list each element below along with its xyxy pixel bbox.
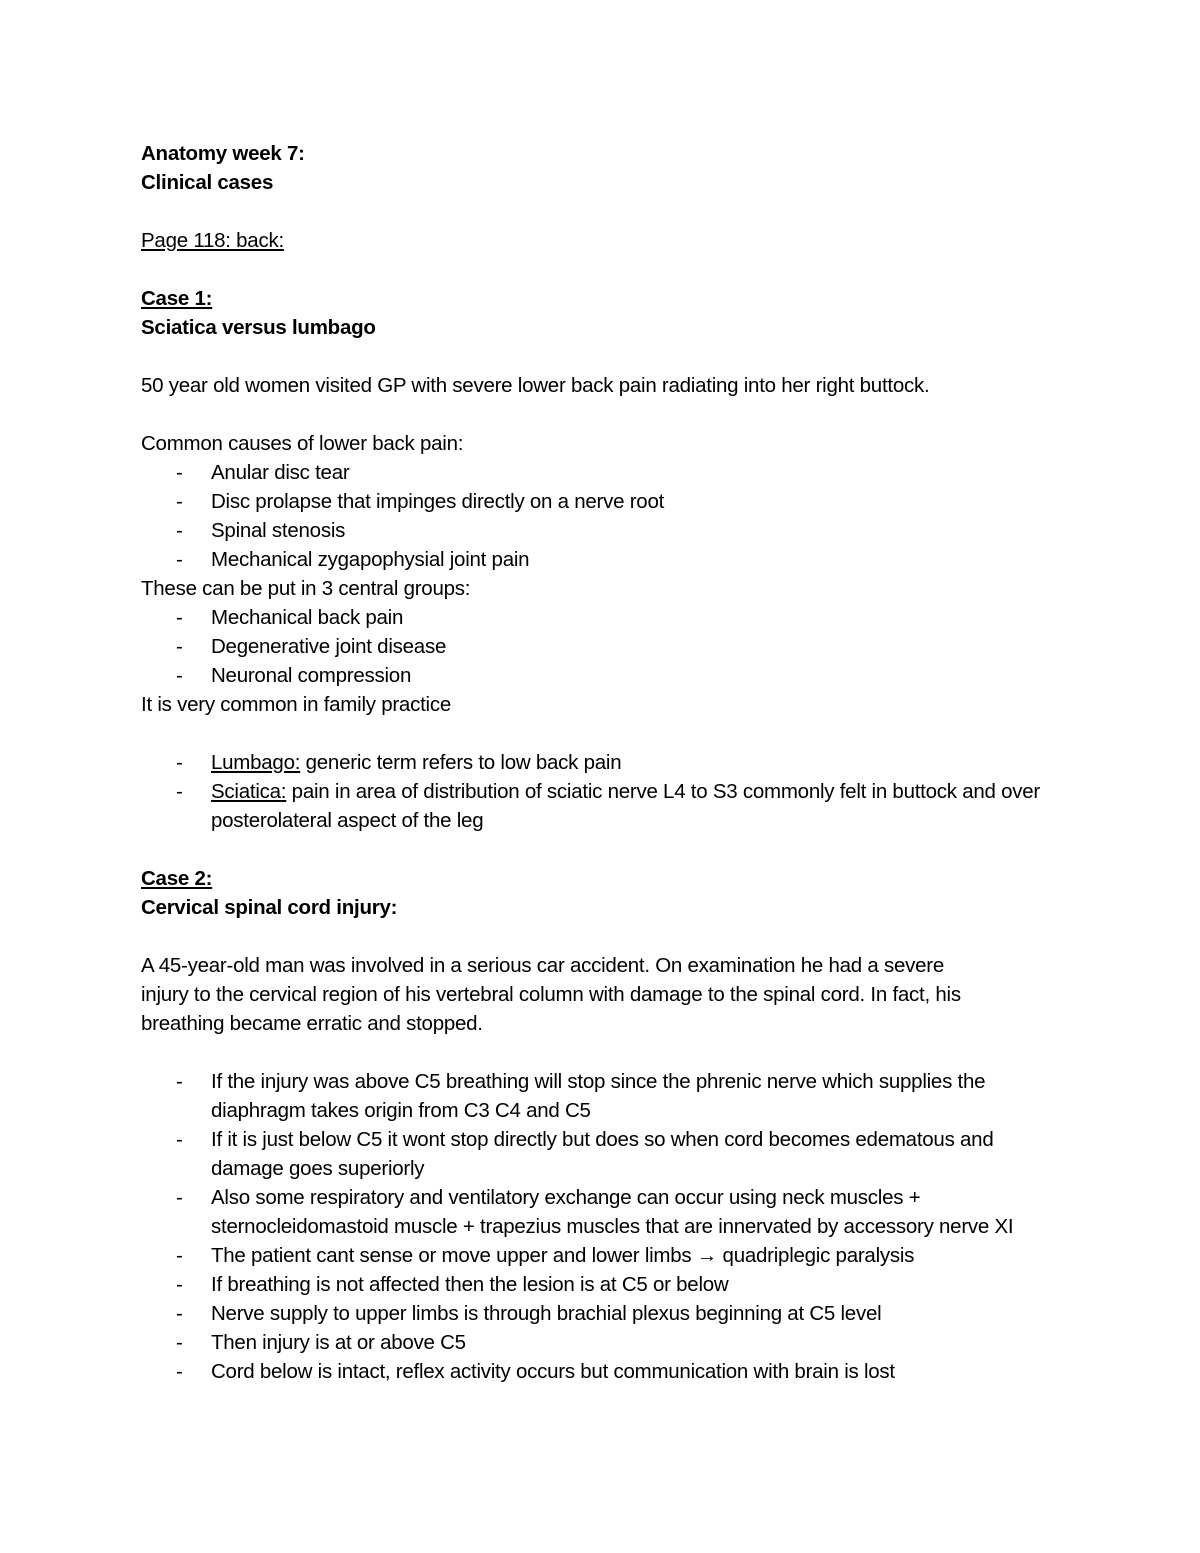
groups-heading: These can be put in 3 central groups:	[141, 577, 471, 600]
list-item	[141, 1125, 1071, 1183]
list-item-text: The patient cant sense or move upper and lower limbs	[211, 1244, 697, 1267]
spacer	[141, 1038, 1071, 1067]
causes-list	[141, 458, 1071, 574]
dash-bullet: -	[176, 461, 183, 484]
dash-bullet: -	[176, 780, 183, 803]
groups-list	[141, 603, 1071, 690]
list-item	[141, 545, 1071, 574]
definition-term: Lumbago:	[211, 751, 301, 774]
list-item-text: quadriplegic paralysis	[717, 1244, 915, 1267]
dash-bullet: -	[176, 519, 183, 542]
case1-label: Case 1:	[141, 287, 213, 310]
dash-bullet: -	[176, 635, 183, 658]
common-note: It is very common in family practice	[141, 693, 451, 716]
list-item	[141, 1067, 1071, 1125]
list-item-text: Disc prolapse that impinges directly on a nerve root	[211, 490, 665, 513]
list-item	[141, 1357, 1071, 1386]
case2-intro-line: breathing became erratic and stopped.	[141, 1012, 483, 1035]
page-reference: Page 118: back:	[141, 229, 284, 252]
list-item-text: Nerve supply to upper limbs is through brachial plexus beginning at C5 level	[211, 1302, 882, 1325]
dash-bullet: -	[176, 1331, 183, 1354]
spacer	[141, 197, 1071, 226]
document-subtitle: Clinical cases	[141, 171, 274, 194]
dash-bullet: -	[176, 1070, 183, 1093]
causes-heading: Common causes of lower back pain:	[141, 432, 464, 455]
list-item	[141, 1328, 1071, 1357]
list-item	[141, 458, 1071, 487]
list-item-text: Degenerative joint disease	[211, 635, 447, 658]
case1-intro: 50 year old women visited GP with severe lower back pain radiating into her right buttock.	[141, 374, 930, 397]
list-item	[141, 1241, 1071, 1270]
list-item-text: If breathing is not affected then the lesion is at C5 or below	[211, 1273, 729, 1296]
dash-bullet: -	[176, 1186, 183, 1209]
list-item-text: If the injury was above C5 breathing will stop since the phrenic nerve which supplies the diaphragm takes origin from C3 C4 and C5	[211, 1070, 986, 1122]
dash-bullet: -	[176, 664, 183, 687]
spacer	[141, 719, 1071, 748]
case2-intro-line: A 45-year-old man was involved in a serious car accident. On examination he had a severe	[141, 954, 945, 977]
dash-bullet: -	[176, 1273, 183, 1296]
definitions-list	[141, 748, 1071, 835]
spacer	[141, 922, 1071, 951]
spacer	[141, 400, 1071, 429]
case2-title: Cervical spinal cord injury:	[141, 896, 398, 919]
list-item-text: If it is just below C5 it wont stop directly but does so when cord becomes edematous and damage goes superiorly	[211, 1128, 994, 1180]
definition-term: Sciatica:	[211, 780, 287, 803]
list-item-text: Cord below is intact, reflex activity occurs but communication with brain is lost	[211, 1360, 895, 1383]
definition-sciatica	[141, 777, 1071, 835]
dash-bullet: -	[176, 1302, 183, 1325]
list-item-text: Mechanical zygapophysial joint pain	[211, 548, 530, 571]
dash-bullet: -	[176, 1244, 183, 1267]
list-item	[141, 661, 1071, 690]
definition-text: generic term refers to low back pain	[300, 751, 622, 774]
list-item-text: Neuronal compression	[211, 664, 412, 687]
dash-bullet: -	[176, 1128, 183, 1151]
right-arrow-icon: →	[696, 1244, 718, 1267]
spacer	[141, 342, 1071, 371]
list-item-text: Also some respiratory and ventilatory exchange can occur using neck muscles + sternocleidomastoid muscle + trapezius muscles that are innervated by accessory nerve XI	[211, 1186, 1014, 1238]
document-title: Anatomy week 7:	[141, 142, 305, 165]
list-item	[141, 632, 1071, 661]
list-item	[141, 516, 1071, 545]
dash-bullet: -	[176, 490, 183, 513]
list-item	[141, 1299, 1071, 1328]
case2-intro-line: injury to the cervical region of his vertebral column with damage to the spinal cord. In fact, his	[141, 983, 961, 1006]
dash-bullet: -	[176, 751, 183, 774]
list-item	[141, 1270, 1071, 1299]
dash-bullet: -	[176, 1360, 183, 1383]
definition-text: pain in area of distribution of sciatic nerve L4 to S3 commonly felt in buttock and over posterolateral aspect of the leg	[211, 780, 1040, 832]
list-item-text: Mechanical back pain	[211, 606, 404, 629]
spacer	[141, 255, 1071, 284]
case1-title: Sciatica versus lumbago	[141, 316, 376, 339]
definition-lumbago	[141, 748, 1071, 777]
dash-bullet: -	[176, 606, 183, 629]
spacer	[141, 835, 1071, 864]
list-item-text: Then injury is at or above C5	[211, 1331, 466, 1354]
dash-bullet: -	[176, 548, 183, 571]
list-item	[141, 603, 1071, 632]
list-item	[141, 487, 1071, 516]
list-item-text: Anular disc tear	[211, 461, 350, 484]
case2-label: Case 2:	[141, 867, 213, 890]
list-item-text: Spinal stenosis	[211, 519, 346, 542]
document-page	[141, 139, 1071, 1386]
list-item	[141, 1183, 1071, 1241]
case2-points-list	[141, 1067, 1071, 1386]
